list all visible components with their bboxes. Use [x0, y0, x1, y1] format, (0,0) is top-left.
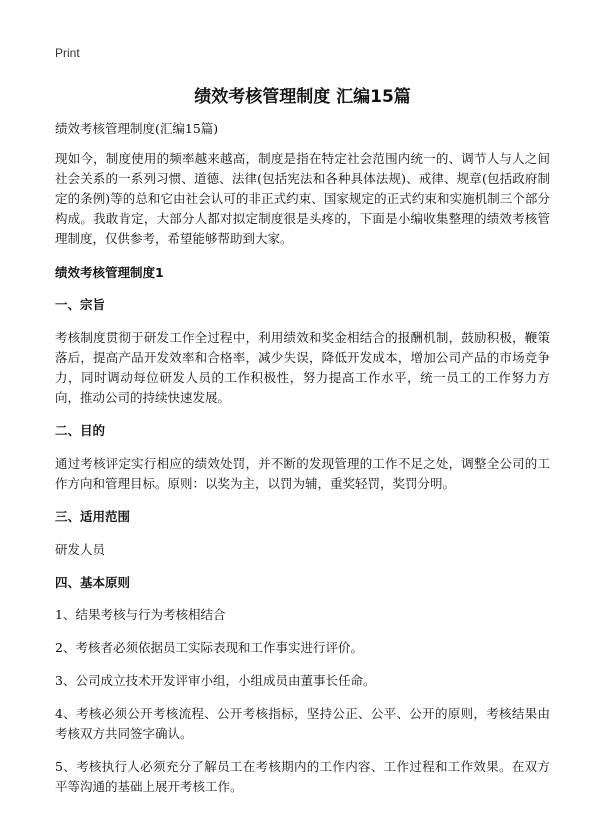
- list-item: 4、考核必须公开考核流程、公开考核指标，坚持公正、公平、公开的原则，考核结果由考核双方共同签字确认。: [55, 706, 550, 741]
- list-item: 1、结果考核与行为考核相结合: [55, 607, 226, 622]
- list-item: 3、公司成立技术开发评审小组，小组成员由董事长任命。: [55, 673, 376, 688]
- document-subtitle: 绩效考核管理制度(汇编15篇): [55, 121, 219, 136]
- section-body-goal: 通过考核评定实行相应的绩效处罚，并不断的发现管理的工作不足之处，调整全公司的工作方向和管理目标。原则：以奖为主，以罚为辅，重奖轻罚，奖罚分明。: [55, 456, 550, 491]
- print-label: Print: [55, 46, 80, 60]
- list-item: 5、考核执行人必须充分了解员工在考核期内的工作内容、工作过程和工作效果。在双方平等沟通的基础上展开考核工作。: [55, 759, 550, 794]
- intro-paragraph: 现如今，制度使用的频率越来越高，制度是指在特定社会范围内统一的、调节人与人之间社会关系的一系列习惯、道德、法律(包括宪法和各种具体法规)、戒律、规章(包括政府制定的条例)等的总和它由社会认可的非正式约束、国家规定的正式约束和实施机制三个部分构成。我敢肯定，大部分人都对拟定制度很是头疼的，下面是小编收集整理的绩效考核管理制度，仅供参考，希望能够帮助到大家。: [55, 151, 550, 246]
- section-heading-principles: 四、基本原则: [55, 575, 131, 590]
- document-title: 绩效考核管理制度 汇编15篇: [194, 87, 411, 107]
- list-item: 2、考核者必须依据员工实际表现和工作事实进行评价。: [55, 640, 363, 655]
- section-heading-scope: 三、适用范围: [55, 509, 131, 524]
- policy-heading: 绩效考核管理制度1: [55, 265, 164, 280]
- section-heading-purpose: 一、宗旨: [55, 297, 106, 312]
- section-heading-goal: 二、目的: [55, 423, 106, 438]
- section-body-purpose: 考核制度贯彻于研发工作全过程中，利用绩效和奖金相结合的报酬机制，鼓励积极，鞭策落后，提高产品开发效率和合格率，减少失误，降低开发成本，增加公司产品的市场竞争力，同时调动每位研发人员的工作积极性，努力提高工作水平，统一员工的工作努力方向，推动公司的持续快速发展。: [55, 330, 550, 405]
- section-body-scope: 研发人员: [55, 542, 106, 557]
